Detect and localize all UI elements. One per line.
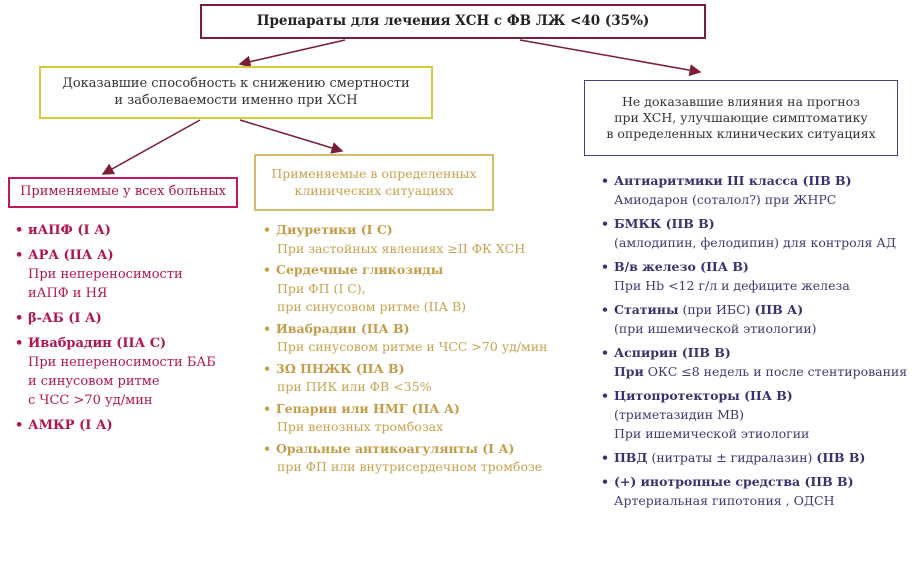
drug-name: β-АБ (I А) xyxy=(28,311,102,326)
drug-note xyxy=(614,362,912,381)
bullet-icon: • xyxy=(263,440,271,456)
unproven-prognosis-box xyxy=(584,80,898,156)
drug-note: с ЧСС >70 уд/мин xyxy=(28,393,153,408)
bullet-icon: • xyxy=(601,216,609,231)
bullet-icon: • xyxy=(15,418,24,433)
list-item xyxy=(600,214,912,252)
drug-name xyxy=(614,472,912,491)
list-item xyxy=(262,261,562,317)
drug-name-bold: Статины xyxy=(614,302,679,317)
all-patients-label: Применяемые у всех больных xyxy=(20,184,226,200)
drug-name xyxy=(614,300,912,319)
drug-name xyxy=(614,448,912,467)
drug-name: АРА (IIА А) xyxy=(28,248,114,263)
all-patients-list xyxy=(14,221,234,441)
list-item xyxy=(600,343,912,381)
drug-name: АМКР (I А) xyxy=(28,418,113,433)
list-item xyxy=(262,221,562,258)
drug-note: Амиодарон (соталол?) при ЖНРС xyxy=(614,192,837,207)
drug-name-class: (IIВ В) xyxy=(816,450,866,465)
bullet-icon: • xyxy=(15,311,24,326)
drug-name: Диуретики (I С) xyxy=(276,222,393,237)
bullet-icon: • xyxy=(263,320,271,336)
list-item xyxy=(600,386,912,443)
bullet-icon: • xyxy=(601,345,609,360)
drug-name-class: (IIВ А) xyxy=(754,302,804,317)
all-patients-box xyxy=(8,177,238,208)
list-item xyxy=(14,334,234,410)
drug-name: Гепарин или НМГ (IIА А) xyxy=(276,400,460,416)
proven-mortality-line1: Доказавшие способность к снижению смертности xyxy=(62,75,410,91)
drug-name-bold: ПВД xyxy=(614,450,648,465)
drug-note: При синусовом ритме и ЧСС >70 уд/мин xyxy=(277,339,548,354)
bullet-icon: • xyxy=(601,173,609,188)
unproven-line1: Не доказавшие влияния на прогноз xyxy=(622,93,860,109)
drug-name: 3Ω ПНЖК (IIА В) xyxy=(276,360,405,376)
list-item xyxy=(600,448,912,467)
drug-note: При непереносимости xyxy=(28,267,183,282)
drug-note: При венозных тромбозах xyxy=(277,419,444,434)
arrow-icon xyxy=(520,40,700,72)
bullet-icon: • xyxy=(263,360,271,376)
bullet-icon: • xyxy=(601,259,609,274)
list-item xyxy=(14,309,234,328)
list-item xyxy=(262,400,562,437)
list-item xyxy=(262,360,562,397)
bullet-icon: • xyxy=(601,474,609,489)
bullet-icon: • xyxy=(601,450,609,465)
drug-note: При непереносимости БАБ xyxy=(28,355,216,370)
drug-name: Цитопротекторы (IIА В) xyxy=(614,388,793,403)
drug-name-class: (IIВ В) xyxy=(800,474,854,489)
list-item xyxy=(14,221,234,240)
list-item xyxy=(14,246,234,303)
bullet-icon: • xyxy=(601,302,609,317)
title-box xyxy=(200,4,706,39)
drug-note: иАПФ и НЯ xyxy=(28,286,108,301)
bullet-icon: • xyxy=(263,262,271,277)
drug-note: При Hb <12 г/л и дефиците железа xyxy=(614,278,850,293)
drug-name: В/в железо (IIА В) xyxy=(614,259,749,274)
drug-note: при синусовом ритме (IIА В) xyxy=(277,299,467,314)
drug-name: Оральные антикоагулянты (I А) xyxy=(276,440,515,456)
specific-line1: Применяемые в определенных xyxy=(271,166,477,182)
list-item xyxy=(262,440,562,477)
drug-note: При ФП (I С), xyxy=(277,280,366,296)
drug-note-bold: При xyxy=(614,364,644,379)
drug-note: (при ишемической этиологии) xyxy=(614,321,817,336)
bullet-icon: • xyxy=(263,222,271,237)
drug-note: при ПИК или ФВ <35% xyxy=(277,379,432,394)
drug-name: иАПФ (I А) xyxy=(28,223,111,238)
drug-name: Ивабрадин (IIА С) xyxy=(28,336,167,351)
drug-note: (триметазидин МВ) xyxy=(614,407,744,422)
bullet-icon: • xyxy=(15,248,24,263)
drug-note: при ФП или внутрисердечном тромбозе xyxy=(277,459,543,474)
drug-name: Аспирин (IIВ В) xyxy=(614,345,731,360)
unproven-line3: в определенных клинических ситуациях xyxy=(606,126,876,142)
arrow-icon xyxy=(240,120,342,151)
drug-note: Артериальная гипотония , ОДСН xyxy=(614,493,835,508)
specific-situations-list xyxy=(262,221,562,480)
bullet-icon: • xyxy=(15,336,24,351)
specific-line2: клинических ситуациях xyxy=(294,182,454,198)
list-item xyxy=(14,416,234,435)
proven-mortality-box xyxy=(39,66,433,119)
drug-note: и синусовом ритме xyxy=(28,374,160,389)
list-item xyxy=(600,171,912,209)
bullet-icon: • xyxy=(263,400,271,416)
drug-note: При застойных явлениях ≥II ФК ХСН xyxy=(277,240,526,256)
symptomatic-drugs-list xyxy=(600,171,912,515)
drug-note-rest: ОКС ≤8 недель и после стентирования xyxy=(643,364,908,379)
drug-name-qualifier: (нитраты ± гидралазин) xyxy=(647,450,817,465)
drug-name: БМКК (IIВ В) xyxy=(614,216,715,231)
unproven-line2: при ХСН, улучшающие симптоматику xyxy=(614,109,868,125)
drug-note: (амлодипин, фелодипин) для контроля АД xyxy=(614,235,897,250)
diagram-title: Препараты для лечения ХСН с ФВ ЛЖ <40 (35%) xyxy=(256,12,650,29)
drug-name: Ивабрадин (IIА В) xyxy=(276,320,410,336)
drug-name-bold: (+) инотропные средства xyxy=(614,474,801,489)
drug-name: Антиаритмики III класса (IIВ В) xyxy=(614,173,852,188)
drug-name-qualifier: (при ИБС) xyxy=(678,302,755,317)
specific-situations-box xyxy=(254,154,494,211)
bullet-icon: • xyxy=(15,223,24,238)
list-item xyxy=(600,300,912,338)
list-item xyxy=(262,320,562,357)
arrow-icon xyxy=(103,120,200,174)
drug-note: При ишемической этиологии xyxy=(614,426,810,441)
proven-mortality-line2: и заболеваемости именно при ХСН xyxy=(114,92,358,108)
list-item xyxy=(600,257,912,295)
bullet-icon: • xyxy=(601,388,609,403)
drug-name: Сердечные гликозиды xyxy=(276,262,444,277)
arrow-icon xyxy=(240,40,345,64)
list-item xyxy=(600,472,912,510)
